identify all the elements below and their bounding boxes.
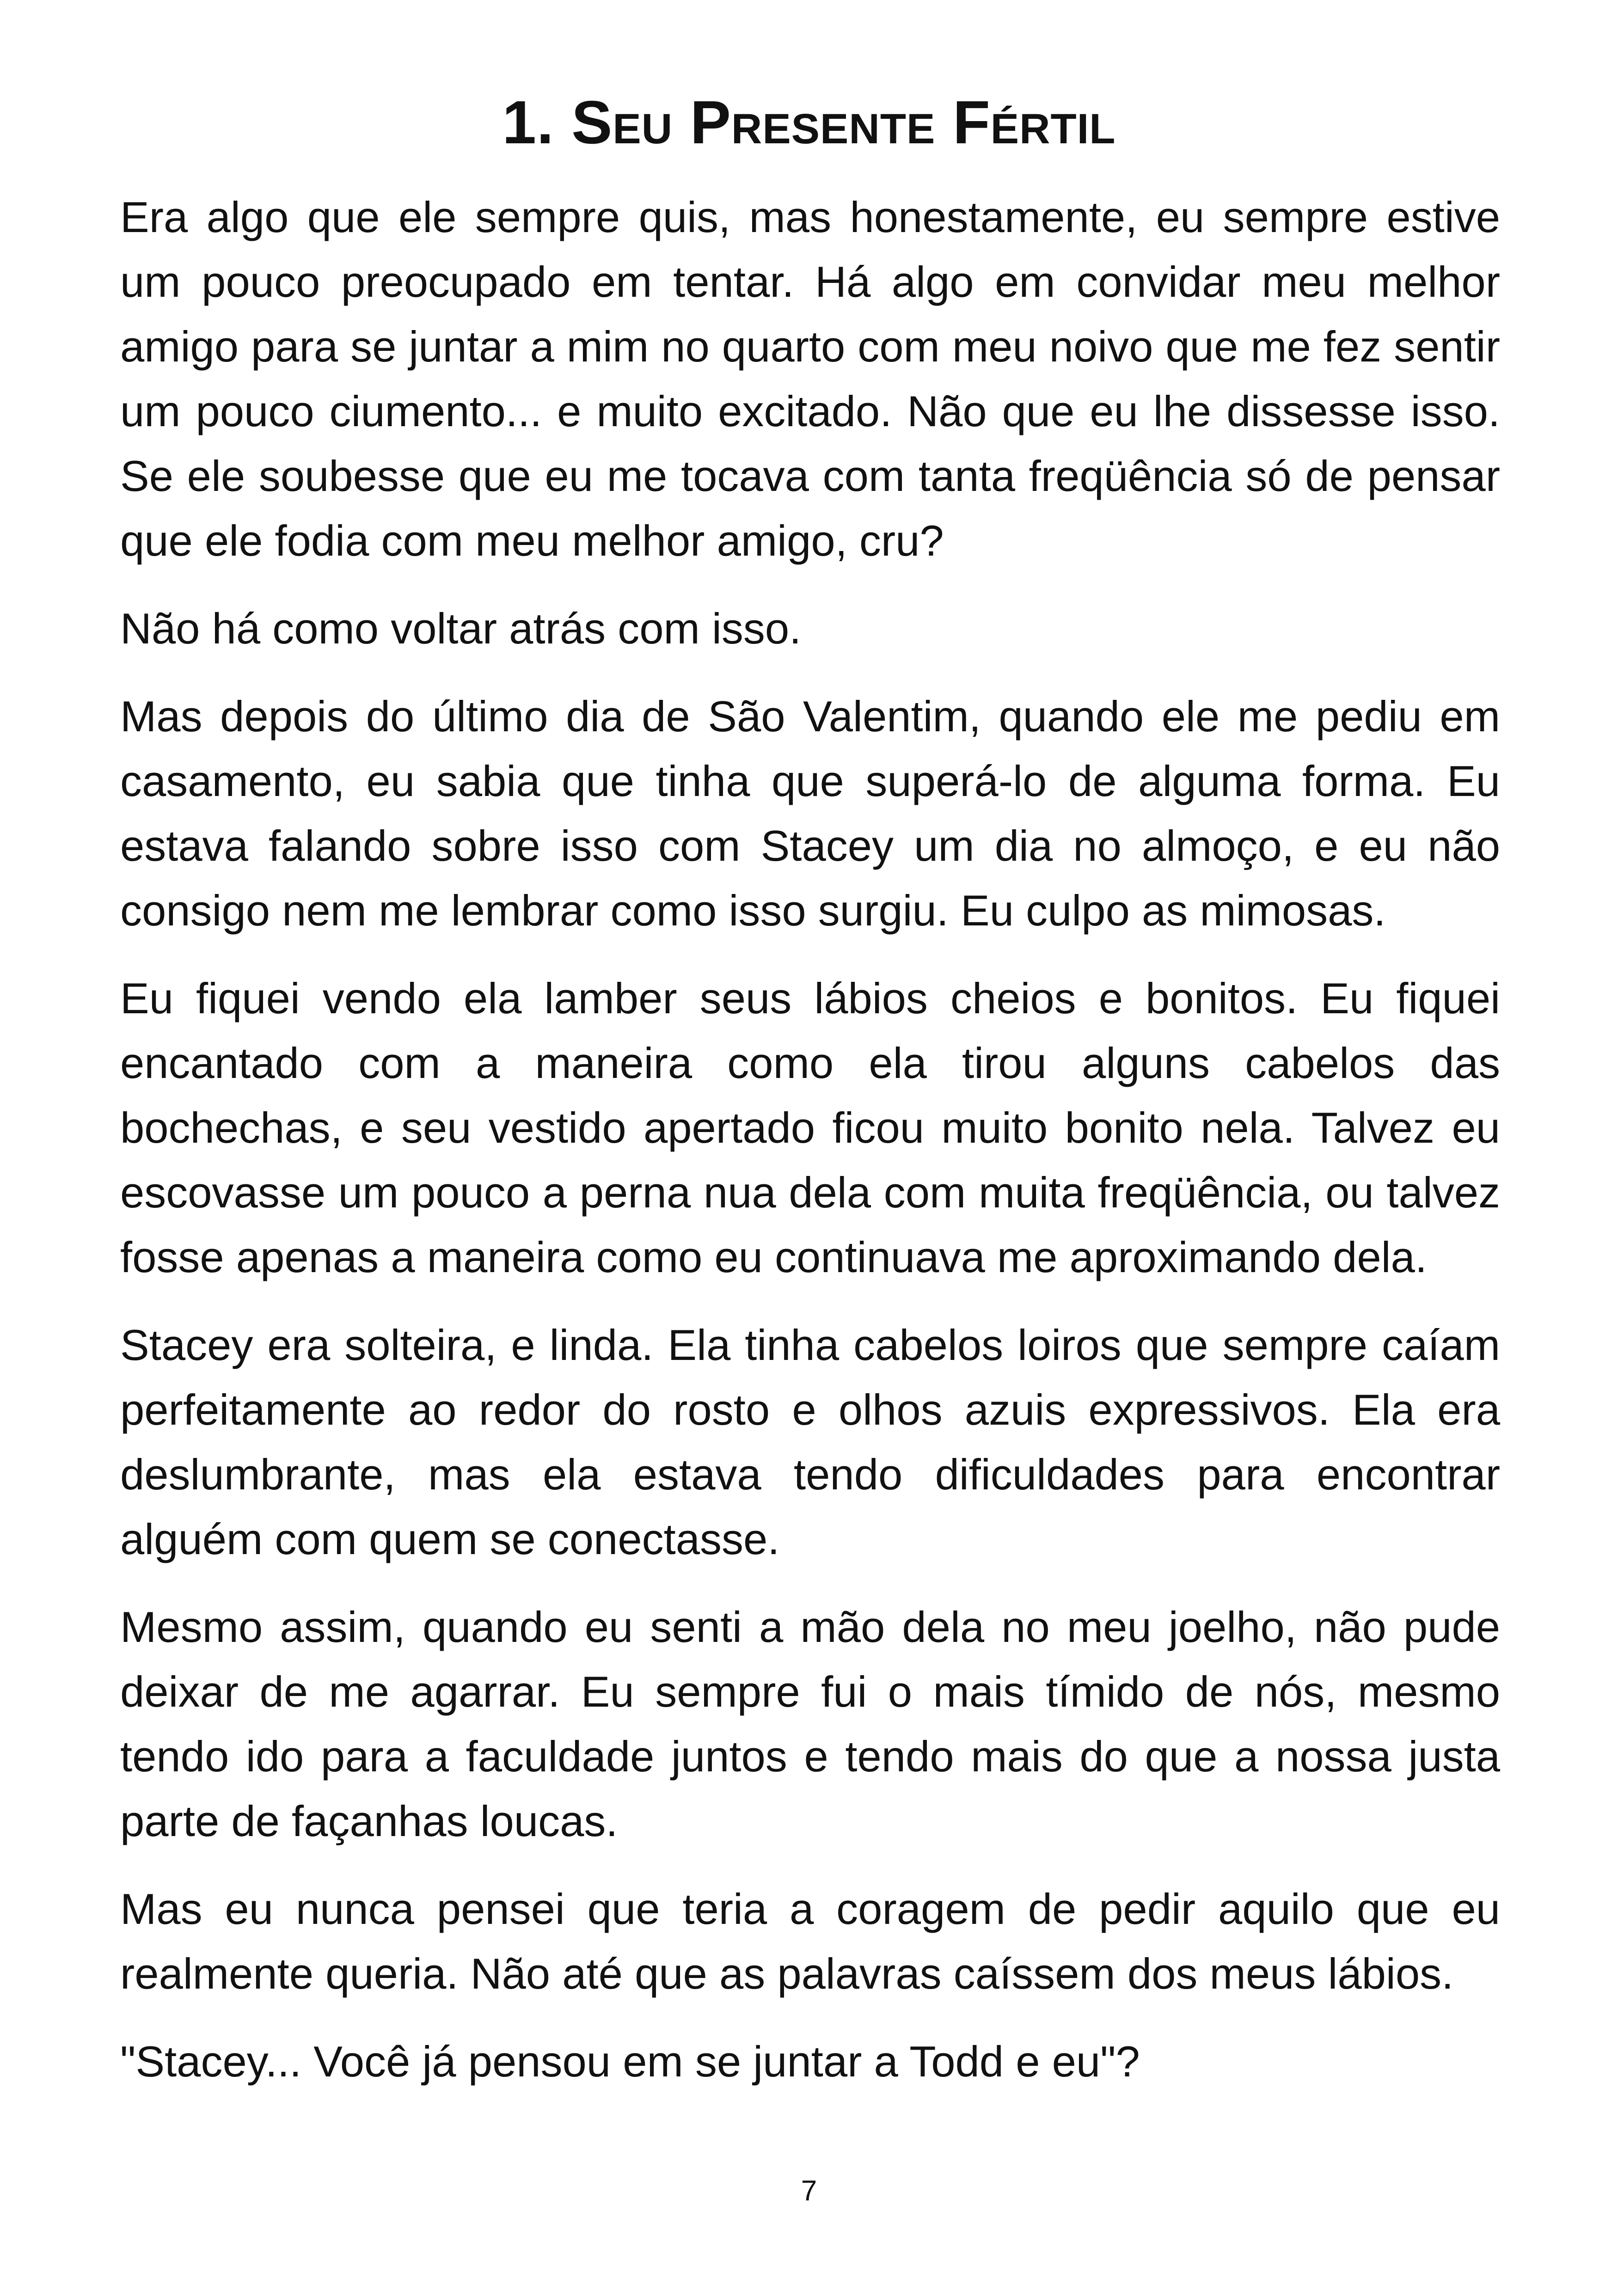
- paragraph: Era algo que ele sempre quis, mas honestamente, eu sempre estive um pouco preocupado em tentar. Há algo em convidar meu melhor amigo para se juntar a mim no quarto com meu noivo que me fez sentir um pouco ciumento... e muito excitado. Não que eu lhe dissesse isso. Se ele soubesse que eu me tocava com tanta freqüência só de pensar que ele fodia com meu melhor amigo, cru?: [120, 193, 1500, 565]
- paragraph: Não há como voltar atrás com isso.: [120, 604, 802, 653]
- chapter-number: 1.: [502, 88, 554, 156]
- chapter-title: [0, 86, 1618, 159]
- page-number: 7: [801, 2175, 817, 2207]
- chapter-title-text: Seu Presente Fértil: [571, 88, 1116, 156]
- paragraph: Eu fiquei vendo ela lamber seus lábios cheios e bonitos. Eu fiquei encantado com a maneira como ela tirou alguns cabelos das bochechas, e seu vestido apertado ficou muito bonito nela. Talvez eu escovasse um pouco a perna nua dela com muita freqüência, ou talvez fosse apenas a maneira como eu continuava me aproximando dela.: [120, 974, 1500, 1281]
- paragraph: Mas eu nunca pensei que teria a coragem de pedir aquilo que eu realmente queria. Não até que as palavras caíssem dos meus lábios.: [120, 1885, 1500, 1998]
- paragraph: "Stacey... Você já pensou em se juntar a Todd e eu"?: [120, 2037, 1140, 2086]
- paragraph: Mas depois do último dia de São Valentim, quando ele me pediu em casamento, eu sabia que tinha que superá-lo de alguma forma. Eu estava falando sobre isso com Stacey um dia no almoço, e eu não consigo nem me lembrar como isso surgiu. Eu culpo as mimosas.: [120, 692, 1500, 935]
- paragraph: Stacey era solteira, e linda. Ela tinha cabelos loiros que sempre caíam perfeitamente ao redor do rosto e olhos azuis expressivos. Ela era deslumbrante, mas ela estava tendo dificuldades para encontrar alguém com quem se conectasse.: [120, 1321, 1500, 1563]
- chapter-body: [120, 185, 1500, 2117]
- paragraph: Mesmo assim, quando eu senti a mão dela no meu joelho, não pude deixar de me agarrar. Eu sempre fui o mais tímido de nós, mesmo tendo ido para a faculdade juntos e tendo mais do que a nossa justa parte de façanhas loucas.: [120, 1603, 1500, 1845]
